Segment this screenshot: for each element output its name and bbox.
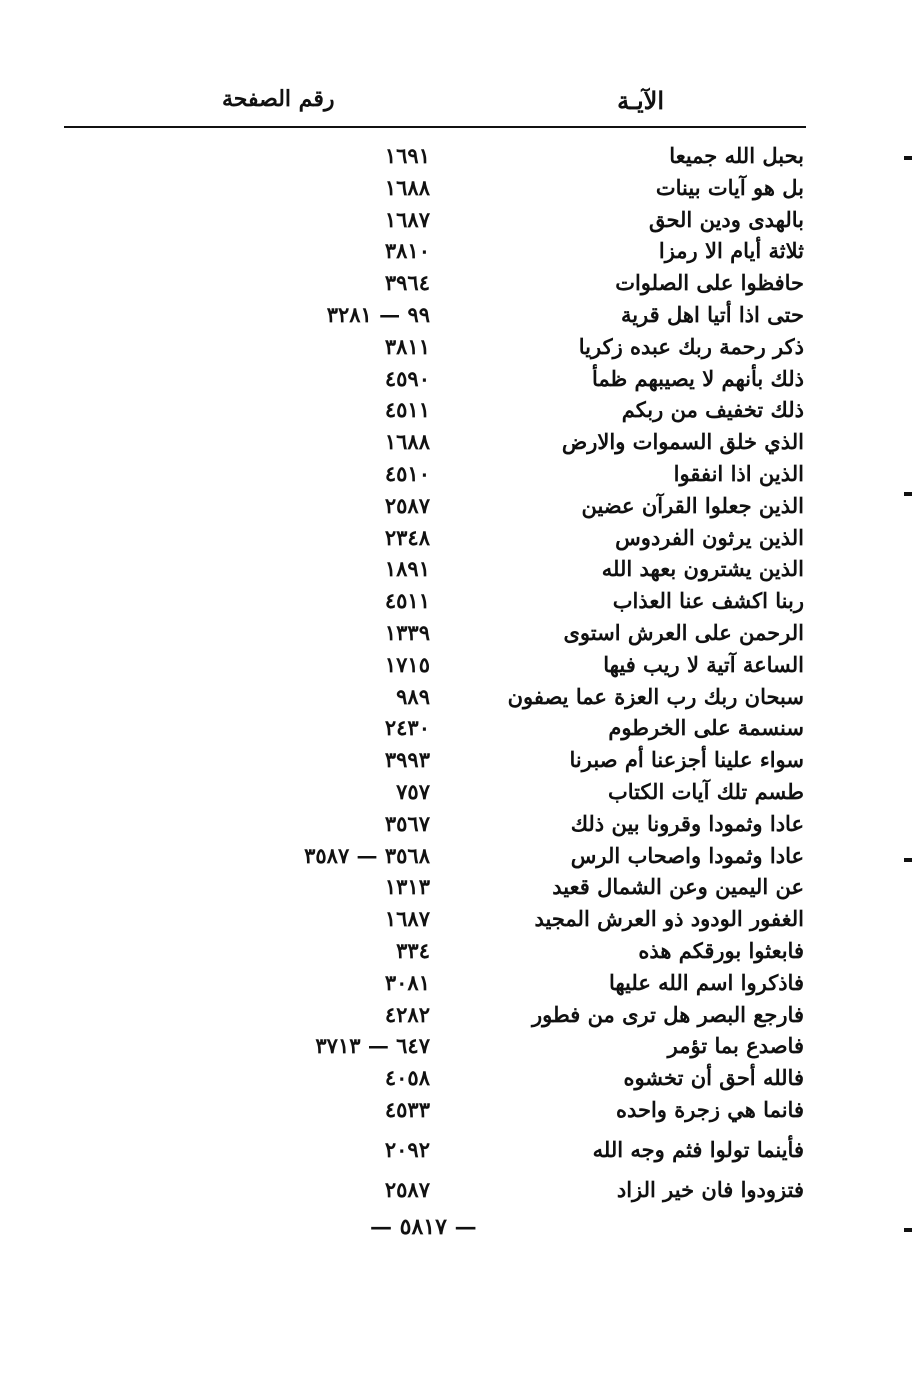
index-row (0, 585, 912, 617)
verse-text: سنسمة على الخرطوم (608, 715, 804, 741)
verse-text: فاصدع بما تؤمر (667, 1033, 804, 1059)
verse-text: الرحمن على العرش استوى (563, 619, 804, 645)
header-rule (64, 126, 806, 128)
index-row (0, 172, 912, 204)
index-row (0, 204, 912, 236)
verse-text: فابعثوا بورقكم هذه (638, 937, 804, 963)
index-row (0, 1094, 912, 1126)
page-number: ٤٥١٠ (384, 460, 430, 486)
index-row (0, 490, 912, 522)
index-row (0, 840, 912, 872)
verse-text: سواء علينا أجزعنا أم صبرنا (569, 747, 804, 773)
verse-text: فالله أحق أن تخشوه (623, 1065, 804, 1091)
index-row (0, 299, 912, 331)
verse-text: عن اليمين وعن الشمال قعيد (552, 874, 804, 900)
verse-text: عادا وثمودا وقرونا بين ذلك (570, 810, 804, 836)
index-row (0, 553, 912, 585)
index-row (0, 776, 912, 808)
index-row (0, 331, 912, 363)
verse-text: ربنا اكشف عنا العذاب (612, 588, 804, 614)
verse-text: ذلك بأنهم لا يصيبهم ظمأ (591, 365, 804, 391)
verse-text: بالهدى ودين الحق (648, 206, 804, 232)
verse-text: سبحان ربك رب العزة عما يصفون (507, 683, 804, 709)
page-number: ٤٥٣٣ (384, 1096, 430, 1122)
footer-page-number: — ٥٨١٧ — (370, 1214, 477, 1240)
page-number: ١٧١٥ (384, 651, 430, 677)
page-number: ٤٥٩٠ (384, 365, 430, 391)
edge-mark (904, 156, 912, 160)
index-row (0, 363, 912, 395)
index-row (0, 903, 912, 935)
edge-mark (904, 858, 912, 862)
page-number: ١٣١٣ (384, 874, 430, 900)
verse-text: الذين يرثون الفردوس (615, 524, 804, 550)
verse-text: ثلاثة أيام الا رمزا (658, 238, 804, 264)
verse-text: الذين يشترون بعهد الله (601, 556, 804, 582)
page-number: ٣٩٩٣ (384, 747, 430, 773)
page-number: ٢٥٨٧ (384, 1176, 430, 1202)
page-number: ٤٥١١ (384, 588, 430, 614)
index-row (0, 235, 912, 267)
index-row (0, 808, 912, 840)
page-number: ١٦٩١ (384, 143, 430, 168)
page-number: ٢٠٩٢ (384, 1136, 430, 1162)
index-row (0, 649, 912, 681)
verse-text: الذين اذا انفقوا (673, 460, 804, 486)
page-number: ١٦٨٧ (384, 906, 430, 932)
edge-mark (904, 1228, 912, 1232)
verse-text: فأينما تولوا فثم وجه الله (592, 1136, 804, 1162)
verse-text: الذي خلق السموات والارض (561, 429, 804, 455)
verse-text: ذكر رحمة ربك عبده زكريا (578, 333, 804, 359)
verse-text: ذلك تخفيف من ربكم (621, 397, 804, 423)
page-number: ١٦٨٨ (384, 429, 430, 455)
verse-text: عادا وثمودا واصحاب الرس (570, 842, 804, 868)
page-number: ٤٥١١ (384, 397, 430, 423)
verse-text: فاذكروا اسم الله عليها (608, 969, 804, 995)
verse-text: الساعة آتية لا ريب فيها (603, 651, 804, 677)
header-ayah-label: الآيـة (617, 86, 664, 115)
page-number: ٣٩٦٤ (384, 270, 430, 296)
verse-text: فانما هي زجرة واحده (615, 1096, 804, 1122)
edge-mark (904, 492, 912, 496)
index-row (0, 140, 912, 172)
index-row (0, 1134, 912, 1166)
index-row (0, 426, 912, 458)
page-number: ٢٥٨٧ (384, 492, 430, 518)
index-row (0, 681, 912, 713)
page-number: ٣٨١١ (384, 333, 430, 359)
header-page-number-label: رقم الصفحة (222, 86, 335, 112)
index-row (0, 744, 912, 776)
index-row (0, 458, 912, 490)
page-number: ٣٠٨١ (384, 969, 430, 995)
index-row (0, 1030, 912, 1062)
page-number: ٦٤٧ — ٣٧١٣ (315, 1033, 430, 1059)
page-number: ١٦٨٧ (384, 206, 430, 232)
verse-text: طسم تلك آيات الكتاب (607, 778, 804, 804)
verse-text: فارجع البصر هل ترى من فطور (532, 1001, 804, 1027)
verse-text: فتزودوا فان خير الزاد (616, 1176, 804, 1202)
verse-text: بحبل الله جميعا (669, 143, 804, 168)
page-number: ٣٥٦٧ (384, 810, 430, 836)
index-row (0, 394, 912, 426)
page-number: ٣٨١٠ (384, 238, 430, 264)
page-number: ١٦٨٨ (384, 174, 430, 200)
verse-text: حتى اذا أتيا اهل قرية (620, 301, 804, 327)
verse-text: الذين جعلوا القرآن عضين (581, 492, 804, 518)
index-entries (0, 140, 912, 1205)
index-row (0, 967, 912, 999)
verse-text: الغفور الودود ذو العرش المجيد (534, 906, 804, 932)
index-row (0, 1174, 912, 1206)
page-number: ٧٥٧ (396, 778, 430, 804)
page-number: ١٨٩١ (384, 556, 430, 582)
page-number: ٤٢٨٢ (384, 1001, 430, 1027)
index-row (0, 267, 912, 299)
page-number: ١٣٣٩ (384, 619, 430, 645)
index-row (0, 712, 912, 744)
index-row (0, 871, 912, 903)
page-number: ٤٠٥٨ (384, 1065, 430, 1091)
page-number: ٩٨٩ (396, 683, 430, 709)
index-row (0, 1062, 912, 1094)
verse-text: حافظوا على الصلوات (615, 270, 804, 296)
page-number: ٢٣٤٨ (384, 524, 430, 550)
index-row (0, 617, 912, 649)
verse-text: بل هو آيات بينات (655, 174, 804, 200)
page-number: ٣٣٤ (396, 937, 430, 963)
index-row (0, 935, 912, 967)
page-number: ٩٩ — ٣٢٨١ (326, 301, 430, 327)
index-row (0, 522, 912, 554)
page-number: ٣٥٦٨ — ٣٥٨٧ (304, 842, 430, 868)
page-number: ٢٤٣٠ (384, 715, 430, 741)
index-row (0, 999, 912, 1031)
